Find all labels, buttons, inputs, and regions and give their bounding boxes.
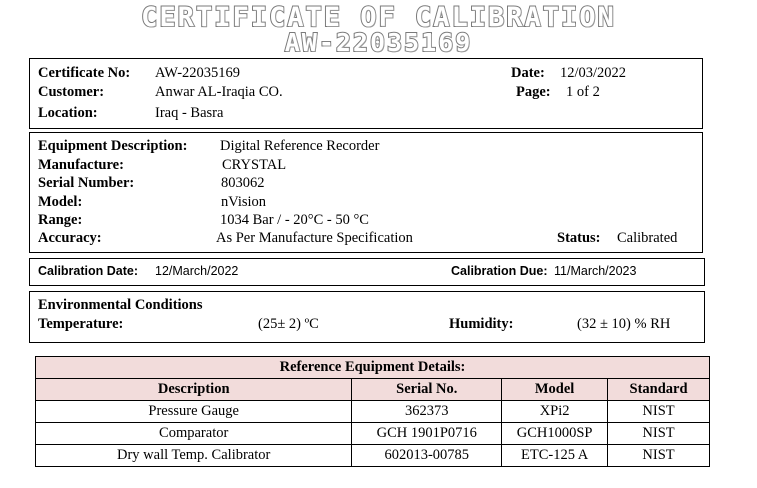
cert-no-label: Certificate No: (38, 65, 131, 81)
range-label: Range: (38, 212, 83, 228)
row-description: Comparator (36, 423, 352, 445)
certificate-number-title: AW-22035169 (284, 28, 473, 57)
status-label: Status: (557, 230, 601, 246)
cert-no-value: AW-22035169 (155, 65, 241, 81)
reference-table-header (36, 379, 710, 401)
range-value: 1034 Bar / - 20°C - 50 °C (220, 212, 369, 228)
column-header-standard: Standard (608, 379, 710, 401)
accuracy-value: As Per Manufacture Specification (216, 230, 413, 246)
humidity-value: (32 ± 10) % RH (577, 316, 671, 332)
humidity-label: Humidity: (449, 316, 514, 332)
equipment-description-value: Digital Reference Recorder (220, 138, 380, 154)
equipment-description-label: Equipment Description: (38, 138, 188, 154)
temperature-value: (25± 2) ºC (258, 316, 319, 332)
customer-value: Anwar AL-Iraqia CO. (155, 84, 283, 100)
certificate-title: CERTIFICATE OF CALIBRATION (141, 2, 616, 33)
temperature-label: Temperature: (38, 316, 124, 332)
customer-label: Customer: (38, 84, 105, 100)
page-value: 1 of 2 (566, 84, 600, 100)
page-label: Page: (516, 84, 551, 100)
model-label: Model: (38, 194, 83, 210)
row-serial: 602013-00785 (352, 445, 502, 467)
accuracy-label: Accuracy: (38, 230, 102, 246)
table-row (36, 423, 710, 445)
location-label: Location: (38, 105, 98, 121)
environment-heading: Environmental Conditions (38, 297, 203, 313)
row-standard: NIST (608, 423, 710, 445)
serial-number-value: 803062 (221, 175, 265, 191)
row-description: Pressure Gauge (36, 401, 352, 423)
column-header-serial: Serial No. (352, 379, 502, 401)
date-label: Date: (511, 65, 545, 81)
reference-equipment-table (35, 356, 710, 467)
calibration-date-label: Calibration Date: (38, 264, 139, 278)
status-value: Calibrated (617, 230, 678, 246)
table-row (36, 401, 710, 423)
column-header-model: Model (502, 379, 608, 401)
calibration-due-value: 11/March/2023 (554, 264, 637, 278)
date-value: 12/03/2022 (560, 65, 627, 81)
row-model: ETC-125 A (502, 445, 608, 467)
table-row (36, 445, 710, 467)
row-serial: 362373 (352, 401, 502, 423)
row-model: GCH1000SP (502, 423, 608, 445)
column-header-description: Description (36, 379, 352, 401)
calibration-due-label: Calibration Due: (451, 264, 548, 278)
row-standard: NIST (608, 445, 710, 467)
row-standard: NIST (608, 401, 710, 423)
model-value: nVision (221, 194, 267, 210)
row-serial: GCH 1901P0716 (352, 423, 502, 445)
row-description: Dry wall Temp. Calibrator (36, 445, 352, 467)
serial-number-label: Serial Number: (38, 175, 135, 191)
row-model: XPi2 (502, 401, 608, 423)
manufacture-label: Manufacture: (38, 157, 124, 173)
calibration-date-value: 12/March/2022 (155, 264, 239, 278)
location-value: Iraq - Basra (155, 105, 224, 121)
reference-table-caption: Reference Equipment Details: (36, 357, 710, 379)
manufacture-value: CRYSTAL (222, 157, 287, 173)
